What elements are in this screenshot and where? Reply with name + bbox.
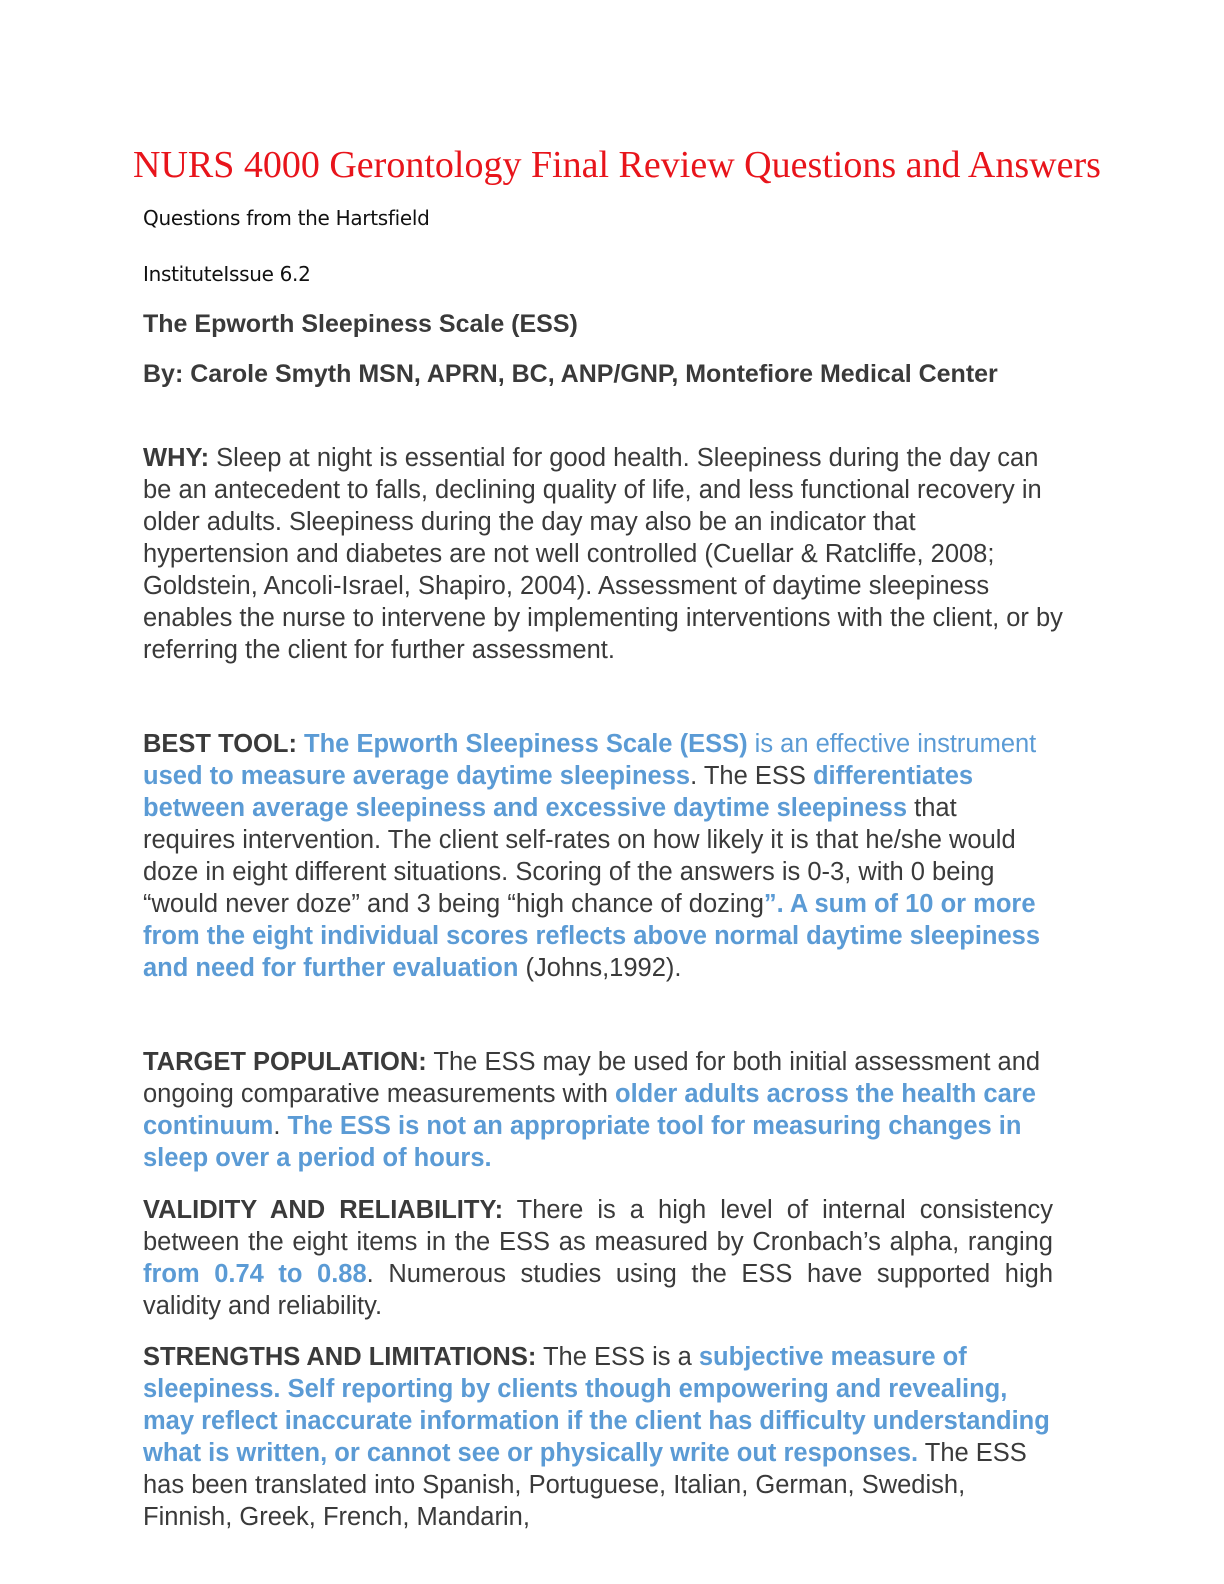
- strengths-text-1: The ESS is a: [536, 1343, 699, 1371]
- validity-label: VALIDITY AND RELIABILITY:: [143, 1196, 504, 1224]
- best-tool-highlight-3: used to measure average daytime sleepiness: [143, 762, 691, 790]
- validity-text-2: . Numerous studies using the ESS have supported high validity and reliability.: [143, 1260, 1053, 1320]
- best-tool-highlight-2: is an effective instrument: [747, 730, 1037, 758]
- target-population-text-1: The ESS may be used for both initial assessment and ongoing comparative measurements with: [143, 1048, 1041, 1108]
- best-tool-text-2: that requires intervention. The client self-rates on how likely it is that he/she would doze in eight different situations. Scoring of the answers is 0-3, with 0 being “would never doze” and 3 being “high chance of dozing: [143, 794, 1016, 918]
- why-label: WHY:: [143, 444, 210, 472]
- why-text: Sleep at night is essential for good health. Sleepiness during the day can be an antecedent to falls, declining quality of life, and less functional recovery in older adults. Sleepiness during the day may also be an indicator that hypertension and diabetes are not well controlled (Cuellar & Ratcliffe, 2008; Goldstein, Ancoli-Israel, Shapiro, 2004). Assessment of daytime sleepiness enables the nurse to intervene by implementing interventions with the client, or by referring the client for further assessment.: [143, 444, 1063, 664]
- validity-highlight-1: from 0.74 to 0.88: [143, 1260, 367, 1288]
- best-tool-text-1: . The ESS: [690, 762, 813, 790]
- subtitle-line-2: InstituteIssue 6.2: [143, 262, 311, 286]
- best-tool-label: BEST TOOL:: [143, 730, 305, 758]
- validity-paragraph: [143, 1194, 1053, 1322]
- scale-heading: The Epworth Sleepiness Scale (ESS): [143, 310, 578, 338]
- best-tool-highlight-4: differentiates between average sleepiness and excessive daytime sleepiness: [143, 762, 974, 822]
- best-tool-highlight-5: ”. A sum of 10 or more from the eight individual scores reflects above normal daytime sleepiness and need for further evaluation: [143, 890, 1041, 982]
- why-paragraph: [143, 442, 1063, 666]
- target-population-paragraph: [143, 1046, 1053, 1174]
- subtitle-line-1: Questions from the Hartsfield: [143, 206, 430, 230]
- author-heading: By: Carole Smyth MSN, APRN, BC, ANP/GNP, Montefiore Medical Center: [143, 360, 998, 388]
- target-population-highlight-1: older adults across the health care continuum: [143, 1080, 1036, 1140]
- best-tool-text-3: (Johns,1992).: [518, 954, 682, 982]
- best-tool-highlight-1: The Epworth Sleepiness Scale (ESS): [304, 730, 748, 758]
- target-population-text-2: .: [273, 1112, 288, 1140]
- target-population-label: TARGET POPULATION:: [143, 1048, 427, 1076]
- best-tool-paragraph: [143, 728, 1043, 984]
- validity-text-1: There is a high level of internal consistency between the eight items in the ESS as measured by Cronbach’s alpha, ranging: [143, 1196, 1053, 1256]
- strengths-highlight-1: subjective measure of sleepiness. Self reporting by clients though empowering and revealing, may reflect inaccurate information if the client has difficulty understanding what is written, or cannot see or physically write out responses.: [143, 1343, 1050, 1467]
- strengths-label: STRENGTHS AND LIMITATIONS:: [143, 1343, 537, 1371]
- strengths-text-2: The ESS has been translated into Spanish, Portuguese, Italian, German, Swedish, Finnish, Greek, French, Mandarin,: [143, 1439, 1027, 1531]
- strengths-paragraph: [143, 1341, 1053, 1533]
- target-population-highlight-2: The ESS is not an appropriate tool for measuring changes in sleep over a period of hours.: [143, 1112, 1022, 1172]
- document-title: NURS 4000 Gerontology Final Review Questions and Answers: [133, 144, 1101, 186]
